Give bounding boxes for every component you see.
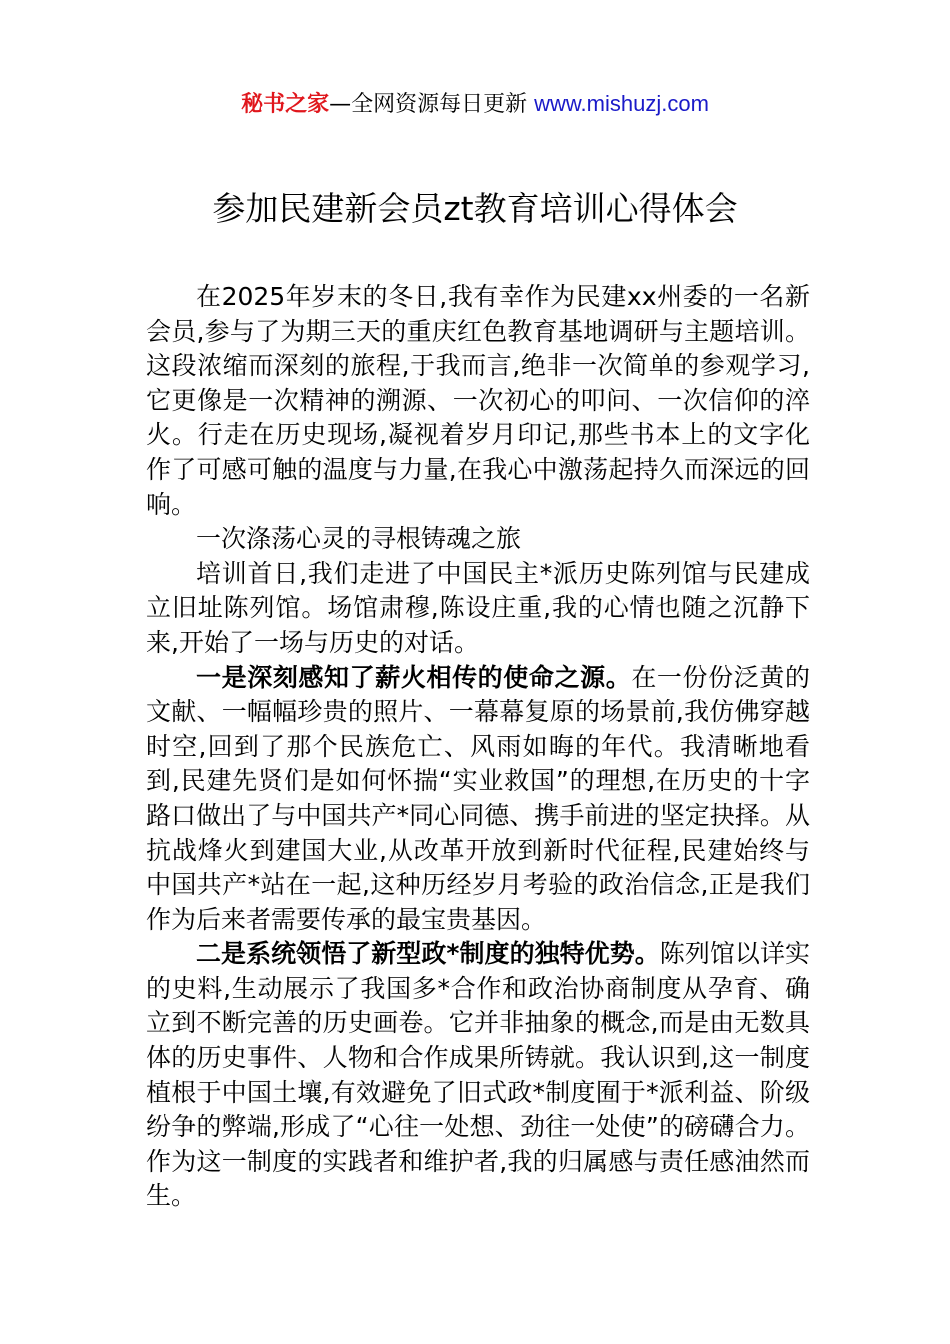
paragraph-text: 培训首日,我们走进了中国民主*派历史陈列馆与民建成立旧址陈列馆。场馆肃穆,陈设庄重,我的心情也随之沉静下来,开始了一场与历史的对话。 [146, 558, 810, 657]
paragraph-intro [146, 280, 810, 522]
paragraph-text: 一次涤荡心灵的寻根铸魂之旅 [196, 524, 522, 554]
paragraph-lead: 二是系统领悟了新型政*制度的独特优势。 [196, 939, 660, 969]
site-brand: 秘书之家 [241, 92, 330, 117]
paragraph-first-day [146, 557, 810, 661]
site-url-link[interactable]: www.mishuzj.com [534, 91, 709, 116]
site-header [0, 88, 950, 121]
site-slogan: —全网资源每日更新 [329, 92, 535, 117]
paragraph-text: 在一份份泛黄的文献、一幅幅珍贵的照片、一幕幕复原的场景前,我仿佛穿越时空,回到了那个民族危亡、风雨如晦的年代。我清晰地看到,民建先贤们是如何怀揣“实业救国”的理想,在历史的十字路口做出了与中国共产*同心同德、携手前进的坚定抉择。从抗战烽火到建国大业,从改革开放到新时代征程,民建始终与中国共产*站在一起,这种历经岁月考验的政治信念,正是我们作为后来者需要传承的最宝贵基因。 [146, 662, 810, 934]
paragraph-point-one [146, 661, 810, 938]
paragraph-text: 在2025年岁末的冬日,我有幸作为民建xx州委的一名新会员,参与了为期三天的重庆红色教育基地调研与主题培训。这段浓缩而深刻的旅程,于我而言,绝非一次简单的参观学习,它更像是一次精神的溯源、一次初心的叩问、一次信仰的淬火。行走在历史现场,凝视着岁月印记,那些书本上的文字化作了可感可触的温度与力量,在我心中激荡起持久而深远的回响。 [146, 282, 810, 519]
section-heading [146, 522, 810, 557]
paragraph-text: 陈列馆以详实的史料,生动展示了我国多*合作和政治协商制度从孕育、确立到不断完善的历史画卷。它并非抽象的概念,而是由无数具体的历史事件、人物和合作成果所铸就。我认识到,这一制度植根于中国土壤,有效避免了旧式政*制度囿于*派利益、阶级纷争的弊端,形成了“心往一处想、劲往一处使”的磅礴合力。作为这一制度的实践者和维护者,我的归属感与责任感油然而生。 [146, 939, 810, 1211]
paragraph-lead: 一是深刻感知了薪火相传的使命之源。 [196, 662, 632, 692]
paragraph-point-two [146, 937, 810, 1214]
document-title: 参加民建新会员zt教育培训心得体会 [212, 189, 738, 228]
document-body [146, 280, 810, 1214]
